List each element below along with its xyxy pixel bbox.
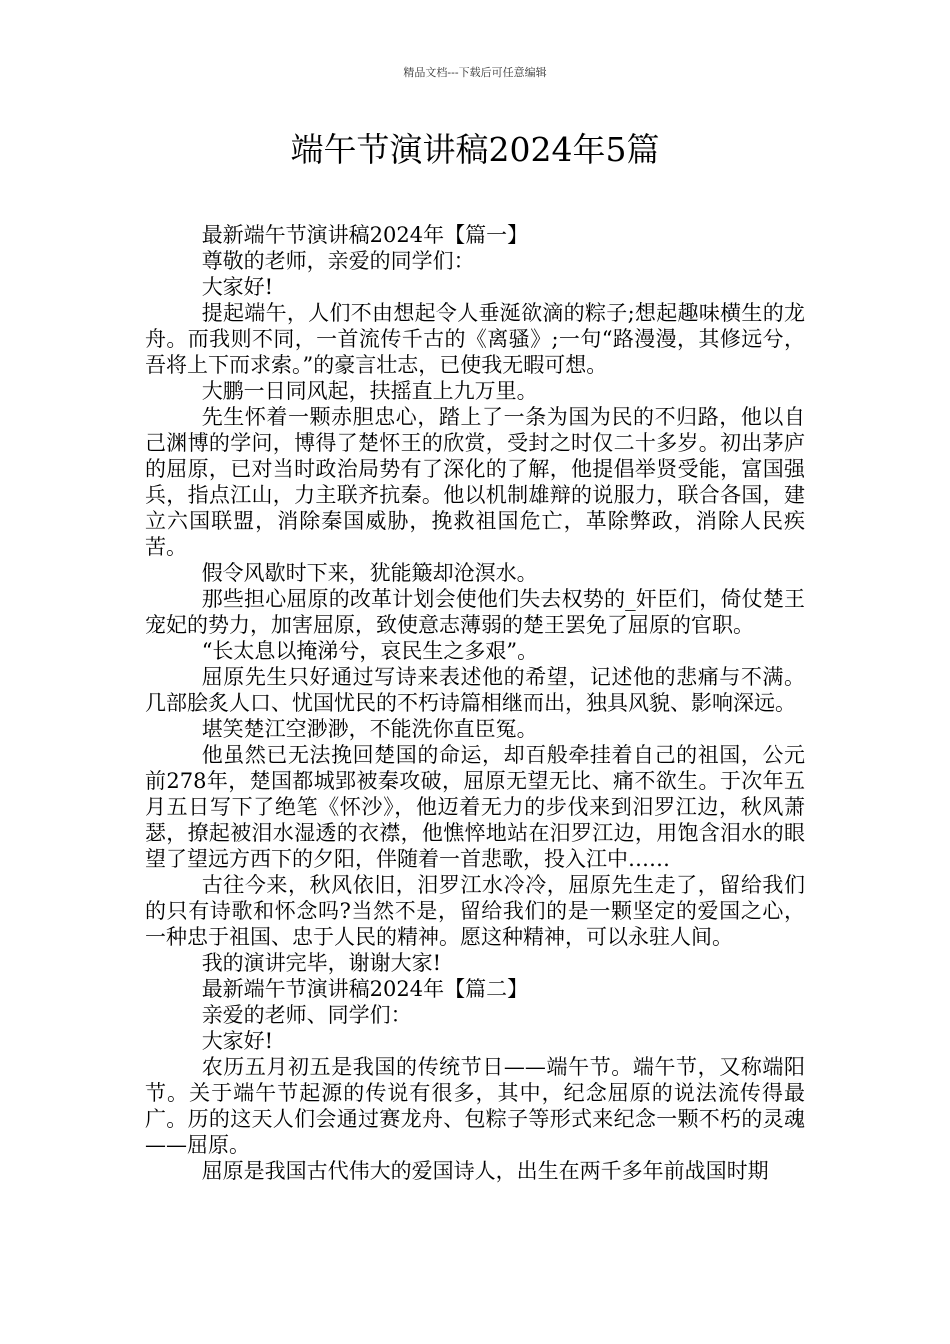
paragraph: 农历五月初五是我国的传统节日——端午节。端午节，又称端阳节。关于端午节起源的传说有很多，其中，纪念屈原的说法流传得最广。历的这天人们会通过赛龙舟、包粽子等形式来纪念一颗不朽的灵魂——屈原。 xyxy=(145,1055,805,1157)
paragraph: 堪笑楚江空渺渺，不能洗你直臣冤。 xyxy=(201,717,538,741)
greeting: 大家好! xyxy=(201,275,274,299)
paragraph: 屈原先生只好通过写诗来表述他的希望，记述他的悲痛与不满。几部脍炙人口、忧国忧民的不朽诗篇相继而出，独具风貌、影响深远。 xyxy=(145,665,805,715)
paragraph: 大鹏一日同风起，扶摇直上九万里。 xyxy=(201,379,538,403)
paragraph: 屈原是我国古代伟大的爱国诗人，出生在两千多年前战国时期 xyxy=(201,1159,769,1183)
paragraph: 提起端午，人们不由想起令人垂涎欲滴的粽子;想起趣味横生的龙舟。而我则不同，一首流传千古的《离骚》;一句“路漫漫，其修远兮，吾将上下而求索。”的豪言壮志，已使我无暇可想。 xyxy=(145,301,805,377)
closing-line: 我的演讲完毕，谢谢大家! xyxy=(201,951,442,975)
paragraph: 先生怀着一颗赤胆忠心，踏上了一条为国为民的不归路，他以自己渊博的学问，博得了楚怀王的欣赏，受封之时仅二十多岁。初出茅庐的屈原，已对当时政治局势有了深化的了解，他提倡举贤受能，富国强兵，指点江山，力主联齐抗秦。他以机制雄辩的说服力，联合各国，建立六国联盟，消除秦国威胁，挽救祖国危亡，革除弊政，消除人民疾苦。 xyxy=(145,405,805,559)
paragraph: 古往今来，秋风依旧，汨罗江水冷冷，屈原先生走了，留给我们的只有诗歌和怀念吗?当然不是，留给我们的是一颗坚定的爱国之心，一种忠于祖国、忠于人民的精神。愿这种精神，可以永驻人间。 xyxy=(145,873,805,949)
section-heading: 最新端午节演讲稿2024年【篇二】 xyxy=(201,977,529,1001)
document-body xyxy=(145,222,805,1184)
paragraph: 那些担心屈原的改革计划会使他们失去权势的_奸臣们，倚仗楚王宠妃的势力，加害屈原，致使意志薄弱的楚王罢免了屈原的官职。 xyxy=(145,587,805,637)
section-heading: 最新端午节演讲稿2024年【篇一】 xyxy=(201,223,529,247)
salutation: 尊敬的老师，亲爱的同学们： xyxy=(201,249,475,273)
paragraph: 他虽然已无法挽回楚国的命运，却百般牵挂着自己的祖国，公元前278年，楚国都城郢被秦攻破，屈原无望无比、痛不欲生。于次年五月五日写下了绝笔《怀沙》，他迈着无力的步伐来到汨罗江边，秋风萧瑟，撩起被泪水湿透的衣襟，他憔悴地站在汨罗江边，用饱含泪水的眼望了望远方西下的夕阳，伴随着一首悲歌，投入江中…… xyxy=(145,743,805,871)
header-note: 精品文档---下载后可任意编辑 xyxy=(403,66,547,79)
paragraph: “长太息以掩涕兮，哀民生之多艰”。 xyxy=(201,639,539,663)
greeting: 大家好! xyxy=(201,1029,274,1053)
salutation: 亲爱的老师、同学们： xyxy=(201,1003,412,1027)
paragraph: 假令风歇时下来，犹能簸却沧溟水。 xyxy=(201,561,538,585)
document-title: 端午节演讲稿2024年5篇 xyxy=(290,130,660,169)
